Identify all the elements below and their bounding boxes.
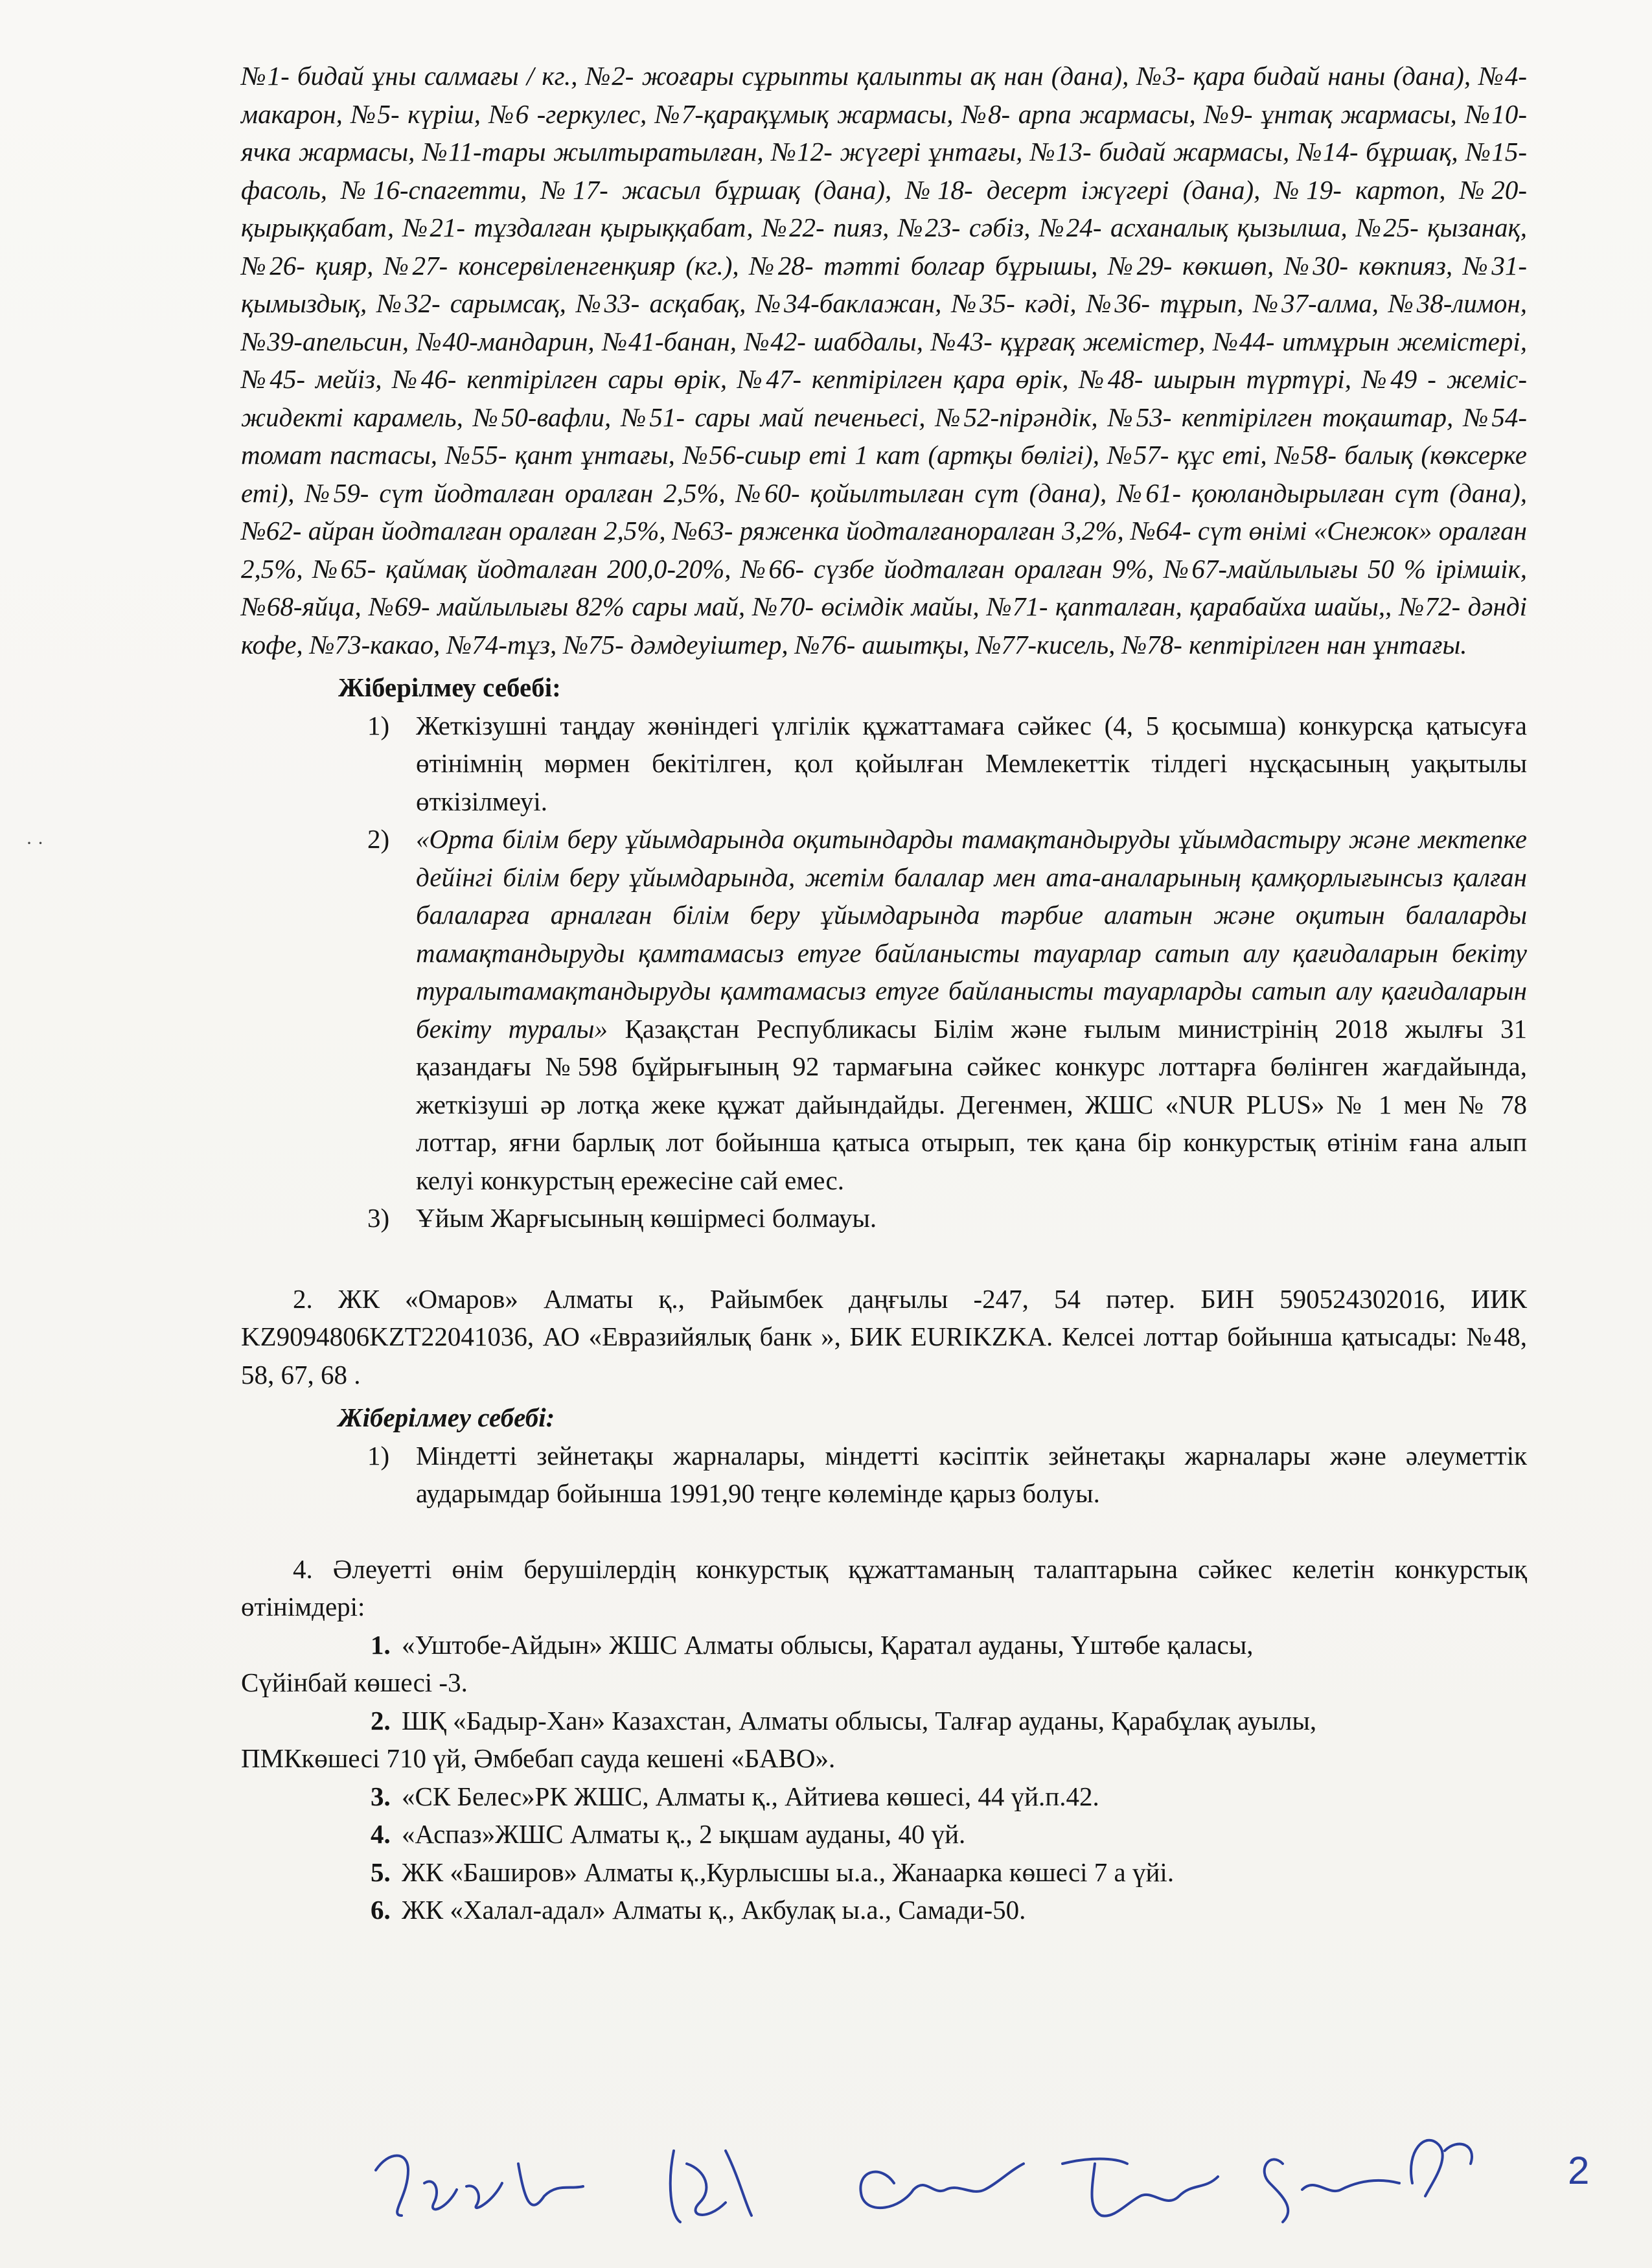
section2-paragraph: 2. ЖК «Омаров» Алматы қ., Райымбек даңғылы -247, 54 пәтер. БИН 590524302016, ИИК KZ9094806KZT22041036, АО «Евразийялық банк », БИК EURIKZKA. Келсеі лоттар бойынша қатысады: №48, 58, 67, 68 . [241, 1283, 1527, 1390]
reason-text: Жеткізушні таңдау жөніндегі үлгілік құжаттамаға сәйкес (4, 5 қосымша) конкурсқа қатысуға өтінімнің мөрмен бекітілген, қол қойылған Мемлекеттік тілдегі нұсқасының уақытылы өткізілмеуі. [416, 710, 1527, 816]
applicant-text: ШҚ «Бадыр-Хан» Казахстан, Алматы облысы, Талғар ауданы, Қарабұлақ ауылы, [402, 1705, 1317, 1735]
applicant-number: 3. [371, 1781, 391, 1811]
scan-edge-mark: · · [26, 832, 44, 854]
lot-list-paragraph: №1- бидай ұны салмағы / кг., №2- жоғары сұрыпты қалыпты ақ нан (дана), №3- қара бидай наны (дана), №4-макарон, №5- күріш, №6 -геркулес, №7-қарақұмық жармасы, №8- арпа жармасы, №9- ұнтақ жармасы, №10- ячка жармасы, №11-тары жылтыратылған, №12- жүгері ұнтағы, №13- бидай жармасы, №14- бұршақ, №15-фасоль, №16-спагетти, №17- жасыл бұршақ (дана), №18- десерт іжүгері (дана), №19- картоп, №20- қырыққабат, №21- тұздалған қырыққабат, №22- пияз, №23- сәбіз, №24- асханалық қызылша, №25- қызанақ, №26- қияр, №27- консервіленгенқияр (кг.), №28- тәтті болгар бұрышы, №29- көкшөп, №30- көкпияз, №31- қымыздық, №32- сарымсақ, №33- асқабақ, №34-баклажан, №35- кәді, №36- тұрып, №37-алма, №38-лимон, №39-апельсин, №40-мандарин, №41-банан, №42- шабдалы, №43- құрғақ жемістер, №44- итмұрын жемістері, №45- мейіз, №46- кептірілген сары өрік, №47- кептірілген қара өрік, №48- шырын түртүрі, №49 - жеміс-жидекті карамель, №50-вафли, №51- сары май печеньесі, №52-пірәндік, №53- кептірілген тоқаштар, №54-томат пастасы, №55- қант ұнтағы, №56-сиыр еті 1 кат (артқы бөлігі), №57- құс еті, №58- балық (көксерке еті), №59- сүт йодталған оралған 2,5%, №60- қойылтылған сүт (дана), №61- қоюландырылған сүт (дана), №62- айран йодталған оралған 2,5%, №63- ряженка йодталғаноралған 3,2%, №64- сүт өнімі «Снежок» оралған 2,5%, №65- қаймақ йодталған 200,0-20%, №66- сүзбе йодталған оралған 9%, №67-майлылығы 50 % ірімшік, №68-яйца, №69- майлылығы 82% сары май, №70- өсімдік майы, №71- қапталған, қарабайха шайы,, №72- дәнді кофе, №73-какао, №74-тұз, №75- дәмдеуіштер, №76- ашытқы, №77-кисель, №78- кептірілген нан ұнтағы. [241, 61, 1527, 659]
signature-2 [671, 2151, 751, 2222]
section2-reasons-header: Жіберілмеу себебі: [338, 1403, 555, 1432]
reason-italic-citation: «Орта білім беру ұйымдарында оқитындарды тамақтандыруды ұйымдастыру және мектепке дейінгі білім беру ұйымдарында, жетім балалар мен ата-аналарының қамқорлығынсыз қалған балаларға арналған білім беру ұйымдарында тәрбие алатын және оқитын балаларды тамақтандыруды қамтамасыз етуге байланысты тауарлар сатып алу қағидаларын бекіту туралытамақтандыруды қамтамасыз етуге байланысты тауарларды сатып алу қағидаларын бекіту туралы» [416, 824, 1527, 1044]
reason-number: 2) [367, 824, 390, 854]
section1-reasons-list [241, 707, 1527, 1237]
reason-text: Міндетті зейнетақы жарналары, міндетті кәсіптік зейнетақы жарналары және әлеуметтік аударымдар бойынша 1991,90 теңге көлемінде қарыз болуы. [416, 1440, 1527, 1508]
reason-item [367, 707, 1527, 821]
signature-3 [860, 2164, 1024, 2208]
reason-number: 3) [367, 1203, 390, 1233]
applicant-number: 2. [371, 1705, 391, 1735]
reason-item [367, 1199, 1527, 1237]
applicant-number: 1. [371, 1629, 391, 1660]
reason-item [367, 820, 1527, 1199]
applicant-text-continued: ПМКкөшесі 710 үй, Әмбебап сауда кешені «БАВО». [241, 1743, 836, 1773]
applicant-item [241, 1891, 1527, 1929]
signatures-strip [363, 2125, 1529, 2235]
applicant-text: «Аспаз»ЖШС Алматы қ., 2 ықшам ауданы, 40 үй. [402, 1819, 966, 1849]
reason-text: Қазақстан Республикасы Білім және ғылым министрінің 2018 жылғы 31 қазандағы №598 бұйрығының 92 тармағына сәйкес конкурс лоттарға бөлінген жағдайында, жеткізуші әр лотқа жеке құжат дайындайды. Дегенмен, ЖШС «NUR PLUS» № 1 мен № 78 лоттар, яғни барлық лот бойынша қатыса отырып, тек қана бір конкурстық өтінім ғана алып келуі конкурстың ережесіне сай емес. [416, 1013, 1527, 1195]
document-body [241, 57, 1527, 1929]
section4-intro: 4. Әлеуетті өнім берушілердің конкурстық құжаттаманың талаптарына сәйкес келетін конкурстық өтінімдері: [241, 1553, 1527, 1621]
signature-6 [1411, 2140, 1472, 2196]
applicant-item [241, 1702, 1527, 1778]
reason-item [367, 1437, 1527, 1513]
applicant-text: «Уштобе-Айдын» ЖШС Алматы облысы, Қаратал ауданы, Үштөбе қаласы, [402, 1629, 1254, 1660]
applicant-item [241, 1626, 1527, 1702]
applicant-item [241, 1778, 1527, 1816]
applicant-list [241, 1626, 1527, 1929]
section1-reasons-header: Жіберілмеу себебі: [338, 672, 561, 702]
reason-number: 1) [367, 1440, 390, 1471]
applicant-number: 5. [371, 1857, 391, 1887]
applicant-text: ЖК «Баширов» Алматы қ.,Курлысшы ы.а., Жанаарка көшесі 7 а үйі. [402, 1857, 1175, 1887]
reason-number: 1) [367, 710, 390, 740]
applicant-text: ЖК «Халал-адал» Алматы қ., Акбулақ ы.а., Самади-50. [402, 1895, 1026, 1925]
page-number: 2 [1568, 2149, 1590, 2192]
applicant-text: «СК Белес»РК ЖШС, Алматы қ., Айтиева көшесі, 44 үй.п.42. [402, 1781, 1099, 1811]
signature-4 [1062, 2159, 1218, 2216]
applicant-number: 4. [371, 1819, 391, 1849]
applicant-item [241, 1853, 1527, 1892]
reason-text: Ұйым Жарғысының көшірмесі болмауы. [416, 1203, 877, 1233]
applicant-text-continued: Сүйінбай көшесі -3. [241, 1667, 468, 1697]
applicant-number: 6. [371, 1895, 391, 1925]
signature-1 [376, 2156, 583, 2216]
applicant-item [241, 1815, 1527, 1853]
section2-reasons-list [241, 1437, 1527, 1513]
signature-5 [1265, 2159, 1399, 2222]
